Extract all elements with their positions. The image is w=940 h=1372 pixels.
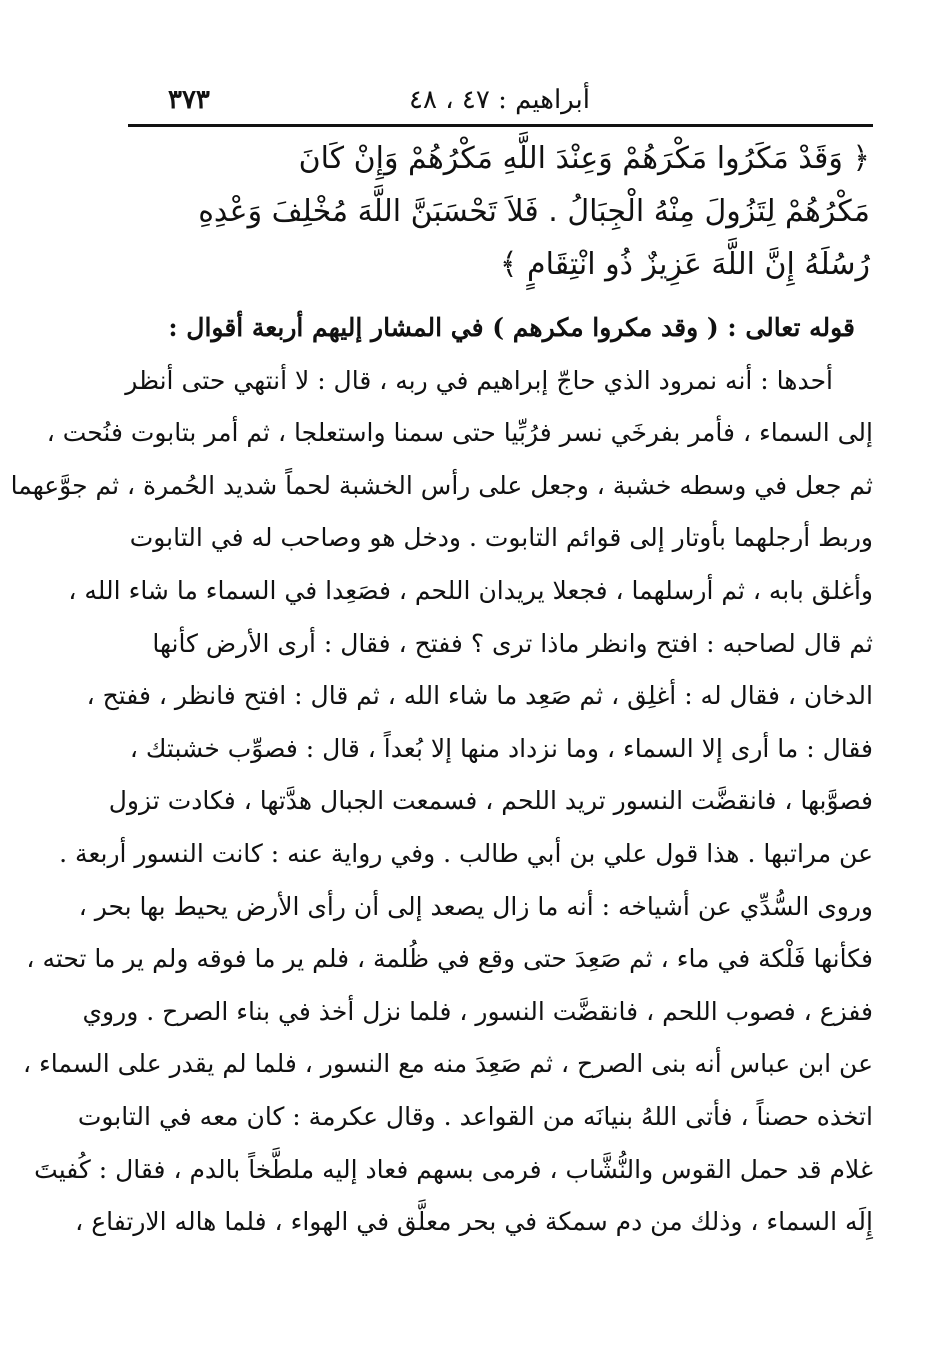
commentary-line: عن مراتبها . هذا قول علي بن أبي طالب . وفي رواية عنه : كانت النسور أربعة .	[59, 838, 873, 868]
commentary-line: ثم جعل في وسطه خشبة ، وجعل على رأس الخشبة لحماً شديد الحُمرة ، ثم جوَّعهما	[10, 470, 873, 500]
commentary-line: أحدها : أنه نمرود الذي حاجّ إبراهيم في ربه ، قال : لا أنتهي حتى أنظر	[125, 365, 833, 395]
commentary-line: وربط أرجلهما بأوتار إلى قوائم التابوت . ودخل هو وصاحب له في التابوت	[129, 523, 873, 553]
commentary-line: ففزع ، فصوب اللحم ، فانقضَّت النسور ، فلما نزل أخذ في بناء الصرح . وروي	[82, 996, 873, 1026]
commentary-line: ثم قال لصاحبه : افتح وانظر ماذا ترى ؟ ففتح ، فقال : أرى الأرض كأنها	[152, 628, 873, 658]
header-rule	[128, 124, 873, 127]
commentary-line: عن ابن عباس أنه بنى الصرح ، ثم صَعِدَ منه مع النسور ، فلما لم يقدر على السماء ،	[22, 1049, 873, 1079]
commentary-line: فكأنها فَلْكة في ماء ، ثم صَعِدَ حتى وقع في ظُلمة ، فلم ير ما فوقه ولم ير ما تحته ،	[26, 944, 873, 974]
running-title: أبراهيم : ٤٧ ، ٤٨	[409, 85, 590, 115]
commentary-line: إلى السماء ، فأمر بفرخَي نسر فرُبِّيا حتى سمنا واستعلجا ، ثم أمر بتابوت فنُحت ،	[46, 418, 873, 448]
commentary-line: الدخان ، فقال له : أغلِق ، ثم صَعِد ما شاء الله ، ثم قال : افتح فانظر ، ففتح ،	[86, 681, 873, 711]
verse-line: رُسُلَهُ إِنَّ اللَّهَ عَزِيزٌ ذُو انْتِقَامٍ ﴾	[499, 247, 870, 282]
commentary-line: فصوَّبها ، فانقضَّت النسور تريد اللحم ، فسمعت الجبال هدَّتها ، فكادت تزول	[108, 786, 873, 816]
verse-line: ﴿ وَقَدْ مَكَرُوا مَكْرَهُمْ وَعِنْدَ اللَّهِ مَكْرُهُمْ وَإِنْ كَانَ	[298, 141, 870, 176]
commentary-line: وروى السُّدِّي عن أشياخه : أنه ما زال يصعد إلى أن رأى الأرض يحيط بها بحر ،	[78, 891, 873, 921]
page-header	[128, 80, 870, 120]
commentary-heading: قوله تعالى : ( وقد مكروا مكرهم ) في المشار إليهم أربعة أقوال :	[168, 313, 855, 342]
verse-line: مَكْرُهُمْ لِتَزُولَ مِنْهُ الْجِبَالُ . فَلاَ تَحْسَبَنَّ اللَّهَ مُخْلِفَ وَعْدِهِ	[198, 194, 870, 229]
commentary-line: إِلَه السماء ، وذلك من دم سمكة في بحر معلَّق في الهواء ، فلما هاله الارتفاع ،	[75, 1207, 873, 1237]
page-number: ٣٧٣	[168, 85, 210, 115]
commentary-text	[10, 302, 873, 1249]
commentary-line: غلام قد حمل القوس والنُّشَّاب ، فرمى بسهم فعاد إليه ملطَّخاً بالدم ، فقال : كُفيتَ	[34, 1154, 873, 1184]
commentary-line: فقال : ما أرى إلا السماء ، وما نزداد منها إلا بُعداً ، قال : فصوِّب خشبتك ،	[129, 733, 873, 763]
quran-verse	[128, 132, 870, 291]
commentary-line: اتخذه حصناً ، فأتى اللهُ بنيانَه من القواعد . وقال عكرمة : كان معه في التابوت	[77, 1101, 873, 1131]
commentary-line: وأغلق بابه ، ثم أرسلهما ، فجعلا يريدان اللحم ، فصَعِدا في السماء ما شاء الله ،	[68, 575, 873, 605]
